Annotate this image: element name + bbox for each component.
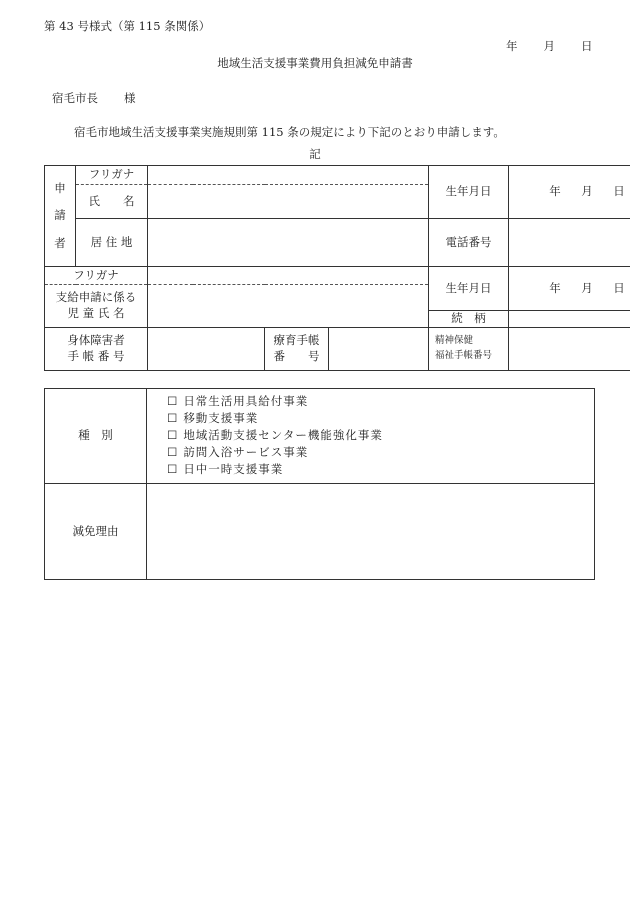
child-furigana-field[interactable] bbox=[148, 267, 429, 285]
applicant-birthdate-label: 生年月日 bbox=[429, 166, 509, 219]
applicant-address-label: 居 住 地 bbox=[76, 219, 148, 267]
application-date bbox=[506, 38, 593, 54]
service-option[interactable]: ☐ 地域活動支援センター機能強化事業 bbox=[167, 428, 383, 442]
child-name-field[interactable] bbox=[148, 285, 429, 328]
relationship-label: 続 柄 bbox=[429, 311, 509, 328]
service-options bbox=[147, 389, 595, 484]
day-label: 日 bbox=[581, 39, 593, 53]
service-option[interactable]: ☐ 移動支援事業 bbox=[167, 411, 259, 425]
checkbox-icon[interactable]: ☐ bbox=[167, 428, 178, 442]
reduction-reason-field[interactable] bbox=[147, 484, 595, 580]
ryoiku-handbook-field[interactable] bbox=[329, 328, 428, 370]
service-option[interactable]: ☐ 日中一時支援事業 bbox=[167, 462, 284, 476]
child-furigana-label: フリガナ bbox=[45, 267, 148, 285]
checkbox-icon[interactable]: ☐ bbox=[167, 411, 178, 425]
year-label: 年 bbox=[506, 39, 518, 53]
applicant-birthdate-field[interactable]: 年 月 日 bbox=[509, 166, 630, 219]
applicant-name-label: 氏 名 bbox=[76, 185, 148, 219]
applicant-name-field[interactable] bbox=[148, 185, 429, 219]
applicant-phone-label: 電話番号 bbox=[429, 219, 509, 267]
checkbox-icon[interactable]: ☐ bbox=[167, 462, 178, 476]
checkbox-icon[interactable]: ☐ bbox=[167, 445, 178, 459]
ryoiku-handbook-label: 療育手帳 番 号 bbox=[265, 328, 329, 370]
reduction-reason-label: 減免理由 bbox=[45, 484, 147, 580]
form-number: 第 43 号様式（第 115 条関係） bbox=[44, 19, 211, 33]
service-type-label: 種 別 bbox=[45, 389, 147, 484]
child-birthdate-label: 生年月日 bbox=[429, 267, 509, 311]
checkbox-icon[interactable]: ☐ bbox=[167, 394, 178, 408]
month-label: 月 bbox=[543, 39, 555, 53]
child-birthdate-field[interactable]: 年 月 日 bbox=[509, 267, 630, 311]
addressee-honorific: 様 bbox=[124, 91, 136, 105]
mental-handbook-field[interactable] bbox=[509, 328, 630, 371]
applicant-address-field[interactable] bbox=[148, 219, 429, 267]
applicant-furigana-label: フリガナ bbox=[76, 166, 148, 185]
addressee-name: 宿毛市長 bbox=[52, 91, 98, 105]
applicant-group-label: 申 請 者 bbox=[45, 166, 76, 267]
physical-handbook-label: 身体障害者 手 帳 番 号 bbox=[45, 328, 148, 371]
page-title: 地域生活支援事業費用負担減免申請書 bbox=[217, 56, 413, 70]
service-option[interactable]: ☐ 訪問入浴サービス事業 bbox=[167, 445, 309, 459]
physical-handbook-field[interactable] bbox=[148, 328, 265, 371]
child-name-label: 支給申請に係る 児 童 氏 名 bbox=[45, 285, 148, 328]
service-option[interactable]: ☐ 日常生活用具給付事業 bbox=[167, 394, 309, 408]
ki-heading: 記 bbox=[309, 147, 321, 161]
applicant-phone-field[interactable] bbox=[509, 219, 630, 267]
relationship-field[interactable] bbox=[509, 311, 630, 328]
intro-text: 宿毛市地域生活支援事業実施規則第 115 条の規定により下記のとおり申請します。 bbox=[74, 125, 505, 139]
applicant-furigana-field[interactable] bbox=[148, 166, 429, 185]
addressee bbox=[52, 90, 136, 106]
ryoiku-handbook-cell bbox=[265, 328, 429, 371]
mental-handbook-label: 精神保健 福祉手帳番号 bbox=[429, 328, 509, 371]
applicant-table bbox=[44, 165, 630, 371]
service-table bbox=[44, 388, 595, 580]
